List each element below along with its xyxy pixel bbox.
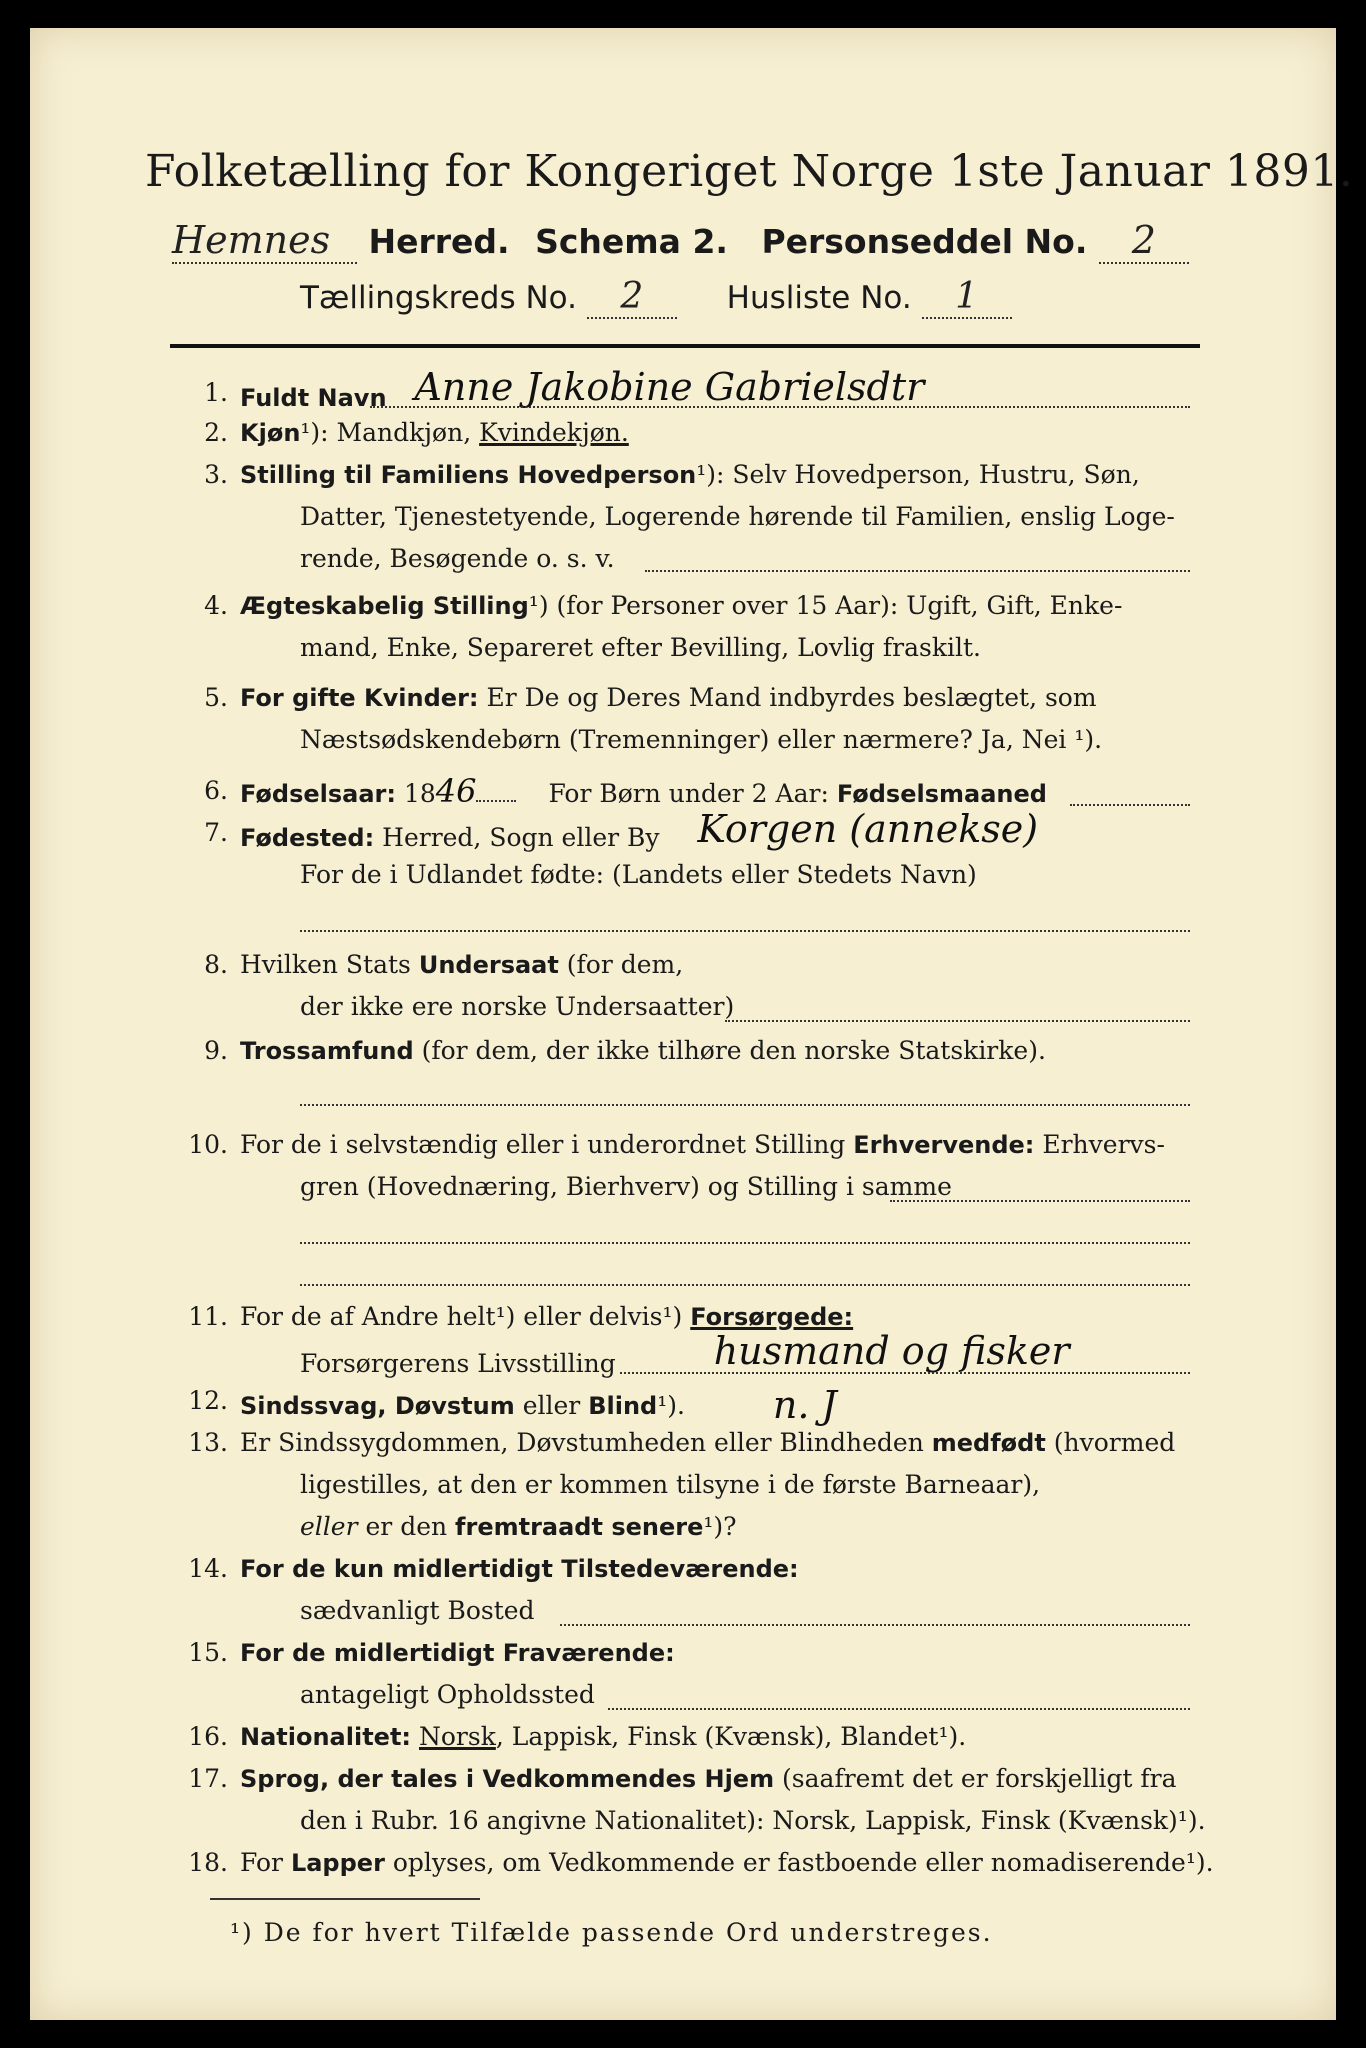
item-number: 9. (204, 1036, 228, 1065)
item-text: ¹): Mandkjøn, (300, 418, 480, 447)
personseddel-value: 2 (1099, 218, 1189, 264)
item-text-line2: mand, Enke, Separeret efter Bevilling, Lovlig fraskilt. (300, 633, 981, 662)
item-label: Stilling til Familiens Hovedperson (240, 461, 697, 489)
item-label: Fødselsaar: (240, 780, 396, 808)
item-text: Herred, Sogn eller By (382, 823, 660, 852)
item-text-line3: eller (300, 1512, 358, 1541)
footnote: ¹) De for hvert Tilfælde passende Ord understreges. (230, 1918, 993, 1947)
fill-line (890, 1200, 1190, 1202)
item-label: Forsørgede: (690, 1303, 854, 1331)
item-number: 2. (204, 418, 228, 447)
birth-year-answer: 46 (435, 772, 477, 810)
item-text-tail: (for dem, (566, 950, 684, 979)
herred-label: Herred. (368, 222, 510, 261)
item-number: 15. (188, 1638, 228, 1667)
item-text-line2: sædvanligt Bosted (300, 1596, 535, 1625)
item-label: For gifte Kvinder: (240, 684, 479, 712)
husliste-label: Husliste No. (726, 280, 912, 316)
husliste-value: 1 (922, 276, 1012, 319)
personseddel-label: Personseddel No. (761, 222, 1088, 261)
item-text-line2: den i Rubr. 16 angivne Nationalitet): Norsk, Lappisk, Finsk (Kvænsk)¹). (300, 1806, 1206, 1835)
footnote-rule (210, 1898, 480, 1900)
item-label: For de kun midlertidigt Tilstedeværende: (240, 1555, 799, 1583)
item-text: For Børn under 2 Aar: (548, 779, 829, 808)
item-label: Fødested: (240, 824, 375, 852)
item-label: Ægteskabelig Stilling (240, 592, 529, 620)
item-label-2: fremtraadt senere (455, 1513, 704, 1541)
item-number: 16. (188, 1722, 228, 1751)
item-label: Sindssvag, Døvstum (240, 1392, 515, 1420)
form-title: Folketælling for Kongeriget Norge 1ste Januar 1891. (145, 146, 1354, 197)
item-text-line2: Næstsødskendebørn (Tremenninger) eller nærmere? Ja, Nei ¹). (300, 725, 1103, 754)
item-label: Undersaat (418, 951, 559, 979)
item-number: 13. (188, 1428, 228, 1457)
item-text: For de af Andre helt¹) eller delvis¹) (240, 1302, 683, 1331)
item-text: Er Sindssygdommen, Døvstumheden eller Blindheden (240, 1428, 924, 1457)
item-text-tail: (hvormed (1053, 1428, 1176, 1457)
header-rule (170, 344, 1200, 348)
item-label: Nationalitet: (240, 1723, 412, 1751)
item-number: 4. (204, 591, 228, 620)
item-text: Er De og Deres Mand indbyrdes beslægtet, som (486, 683, 1097, 712)
item-label: Fuldt Navn (240, 384, 387, 412)
item-label: medfødt (931, 1429, 1046, 1457)
item-text-line2: For de i Udlandet fødte: (Landets eller Stedets Navn) (300, 860, 977, 889)
item-text: ¹): Selv Hovedperson, Hustru, Søn, (696, 460, 1140, 489)
item-number: 14. (188, 1554, 228, 1583)
year-prefix: 18 (403, 779, 436, 808)
fill-line (370, 406, 1190, 408)
item-label-2: Blind (588, 1392, 658, 1420)
header-row (172, 218, 1189, 264)
fill-line (645, 570, 1190, 572)
item-text-line2: Forsørgerens Livsstilling (300, 1349, 616, 1378)
fill-line (560, 1624, 1190, 1626)
item-number: 8. (204, 950, 228, 979)
item-number: 7. (204, 818, 228, 847)
item-text-line3b: er den (365, 1512, 448, 1541)
item-number: 1. (204, 378, 228, 407)
full-name-answer: Anne Jakobine Gabrielsdtr (414, 365, 925, 409)
taellingskreds-value: 2 (587, 276, 677, 319)
item-text: For de i selvstændig eller i underordnet Stilling (240, 1130, 846, 1159)
underlined-option: Norsk (418, 1722, 496, 1751)
item-label: Kjøn (240, 419, 301, 447)
item-text-line2: gren (Hovednæring, Bierhverv) og Stilling i samme (300, 1172, 952, 1201)
item-text-tail: ¹). (657, 1391, 685, 1420)
item-label-2: Fødselsmaaned (836, 780, 1047, 808)
fill-line (300, 1104, 1190, 1106)
taellingskreds-label: Tællingskreds No. (300, 280, 577, 316)
provider-occupation-answer: husmand og fisker (713, 1329, 1070, 1373)
item-text-line2: Datter, Tjenestetyende, Logerende hørende til Familien, enslig Loge- (300, 502, 1175, 531)
item-number: 6. (204, 776, 228, 805)
item-text: (saafremt det er forskjelligt fra (782, 1764, 1177, 1793)
fill-line (725, 1020, 1190, 1022)
item-text: , Lappisk, Finsk (Kvænsk), Blandet¹). (495, 1722, 967, 1751)
item-text: ¹) (for Personer over 15 Aar): Ugift, Gift, Enke- (528, 591, 1123, 620)
item-text-line2: der ikke ere norske Undersaatter) (300, 992, 735, 1021)
item-text-tail: ¹)? (703, 1512, 737, 1541)
fill-line (1070, 804, 1190, 806)
fill-line (300, 930, 1190, 932)
item-number: 5. (204, 683, 228, 712)
item-text-line3: rende, Besøgende o. s. v. (300, 544, 615, 573)
item-number: 18. (188, 1848, 228, 1877)
item-text: (for dem, der ikke tilhøre den norske Statskirke). (421, 1036, 1046, 1065)
item-number: 12. (188, 1386, 228, 1415)
item-text: For (240, 1848, 283, 1877)
disability-answer: n. J (772, 1383, 837, 1427)
item-text: Hvilken Stats (240, 950, 411, 979)
schema-label: Schema 2. (535, 222, 728, 261)
item-number: 10. (188, 1130, 228, 1159)
fill-line (620, 1372, 1190, 1374)
fill-line (300, 1242, 1190, 1244)
item-number: 11. (188, 1302, 228, 1331)
item-text: eller (522, 1391, 581, 1420)
item-label: Sprog, der tales i Vedkommendes Hjem (240, 1765, 775, 1793)
item-label: Trossamfund (240, 1037, 414, 1065)
herred-value: Hemnes (172, 218, 357, 264)
fill-line (608, 1708, 1190, 1710)
subheader-row (300, 276, 1012, 319)
birthplace-answer: Korgen (annekse) (697, 807, 1039, 851)
item-label: Erhvervende: (853, 1131, 1035, 1159)
item-text-tail: Erhvervs- (1042, 1130, 1165, 1159)
item-text-line2: antageligt Opholdssted (300, 1680, 595, 1709)
fill-line (300, 1284, 1190, 1286)
underlined-option: Kvindekjøn. (479, 418, 629, 447)
item-text-tail: oplyses, om Vedkommende er fastboende eller nomadiserende¹). (392, 1848, 1214, 1877)
item-number: 3. (204, 460, 228, 489)
item-number: 17. (188, 1764, 228, 1793)
item-label: For de midlertidigt Fraværende: (240, 1639, 675, 1667)
census-form (30, 28, 1354, 2020)
item-label: Lapper (290, 1849, 385, 1877)
item-text-line2: ligestilles, at den er kommen tilsyne i de første Barneaar), (300, 1470, 1041, 1499)
